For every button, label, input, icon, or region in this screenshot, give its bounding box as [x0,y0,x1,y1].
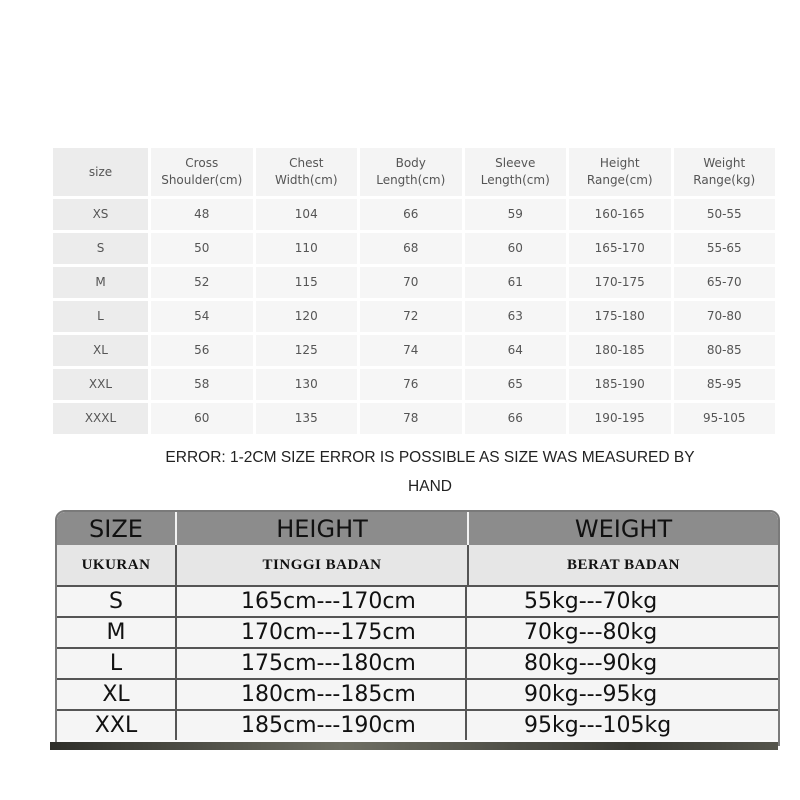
column-header [256,148,358,196]
weight-range: 55kg---70kg [524,588,658,614]
column-header [360,148,462,196]
table-header-row [53,148,775,196]
table-cell: 65-70 [674,267,776,298]
table-header-indonesian [57,545,778,587]
table-cell: 185-190 [569,369,671,400]
height-range: 165cm---170cm [177,587,467,616]
column-header [674,148,776,196]
table-cell: 165-170 [569,233,671,264]
table-cell: 66 [465,403,567,434]
size-chart-table [50,145,778,437]
table-cell: 74 [360,335,462,366]
size-label: L [53,301,148,332]
header-tinggi-badan: TINGGI BADAN [177,545,469,585]
column-header-line: Range(cm) [586,173,653,187]
table-row [53,301,775,332]
table-cell: 130 [256,369,358,400]
table-cell: 56 [151,335,253,366]
height-range: 180cm---185cm [177,680,467,709]
table-header-english [57,512,778,545]
table-cell: 115 [256,267,358,298]
weight-range: 70kg---80kg [524,619,658,645]
table-cell: 180-185 [569,335,671,366]
table-cell: 70-80 [674,301,776,332]
header-ukuran: UKURAN [57,545,177,585]
height-range: 170cm---175cm [177,618,467,647]
weight-range: 90kg---95kg [524,681,658,707]
size-label: S [53,233,148,264]
table-cell: 68 [360,233,462,264]
table-row [53,403,775,434]
table-row [53,335,775,366]
table-cell: 76 [360,369,462,400]
table-cell: 64 [465,335,567,366]
size-label: XL [57,680,177,709]
table-row [57,618,778,649]
column-header [465,148,567,196]
column-header-line: Weight [703,156,746,170]
table-cell: 50 [151,233,253,264]
table-row [57,680,778,711]
column-header-line: Width(cm) [274,173,338,187]
error-note-line2: HAND [408,478,452,495]
table-row [57,587,778,618]
table-row [57,711,778,740]
table-cell: 110 [256,233,358,264]
table-cell: 78 [360,403,462,434]
table-cell: 52 [151,267,253,298]
table-cell: 54 [151,301,253,332]
weight-range: 80kg---90kg [524,650,658,676]
table-cell: 190-195 [569,403,671,434]
column-header-line: Cross [185,156,219,170]
size-label: XL [53,335,148,366]
table-cell: 104 [256,199,358,230]
table-row [53,233,775,264]
error-note-line1: ERROR: 1-2CM SIZE ERROR IS POSSIBLE AS SIZE WAS MEASURED BY [165,449,695,466]
bottom-divider [50,742,778,750]
weight-range: 95kg---105kg [524,712,672,738]
table-cell: 80-85 [674,335,776,366]
table-cell: 72 [360,301,462,332]
size-label: XXL [53,369,148,400]
table-cell: 135 [256,403,358,434]
column-header-line: size [88,164,113,179]
size-label: XXL [57,711,177,740]
height-range: 175cm---180cm [177,649,467,678]
table-cell: 70 [360,267,462,298]
column-header-line: Length(cm) [376,173,446,187]
size-label: XXXL [53,403,148,434]
table-cell: 60 [151,403,253,434]
table-cell: 65 [465,369,567,400]
column-header [151,148,253,196]
table-cell: 170-175 [569,267,671,298]
table-cell: 66 [360,199,462,230]
column-header-line: Body [395,156,426,170]
table-cell: 85-95 [674,369,776,400]
column-header-line: Length(cm) [480,173,550,187]
column-header-line: Chest [289,156,324,170]
table-cell: 125 [256,335,358,366]
table-cell: 63 [465,301,567,332]
size-label: M [53,267,148,298]
table-cell: 95-105 [674,403,776,434]
column-header [53,148,148,196]
table-cell: 160-165 [569,199,671,230]
header-size: SIZE [57,512,177,545]
column-header-line: Shoulder(cm) [161,173,243,187]
table-cell: 61 [465,267,567,298]
header-height: HEIGHT [177,512,469,545]
table-cell: 175-180 [569,301,671,332]
table-cell: 58 [151,369,253,400]
table-cell: 59 [465,199,567,230]
column-header-line: Sleeve [495,156,536,170]
header-weight: WEIGHT [574,514,673,543]
table-cell: 55-65 [674,233,776,264]
indonesian-size-table [55,510,780,746]
table-row [57,649,778,680]
column-header-line: Height [599,156,640,170]
table-row [53,199,775,230]
table-cell: 50-55 [674,199,776,230]
column-header-line: Range(kg) [693,173,756,187]
table-cell: 120 [256,301,358,332]
error-note [100,443,760,501]
size-label: S [57,587,177,616]
size-label: XS [53,199,148,230]
column-header [569,148,671,196]
table-row [53,267,775,298]
table-cell: 60 [465,233,567,264]
height-range: 185cm---190cm [177,711,467,740]
table-row [53,369,775,400]
header-berat-badan: BERAT BADAN [567,556,680,573]
size-label: M [57,618,177,647]
table-cell: 48 [151,199,253,230]
size-label: L [57,649,177,678]
